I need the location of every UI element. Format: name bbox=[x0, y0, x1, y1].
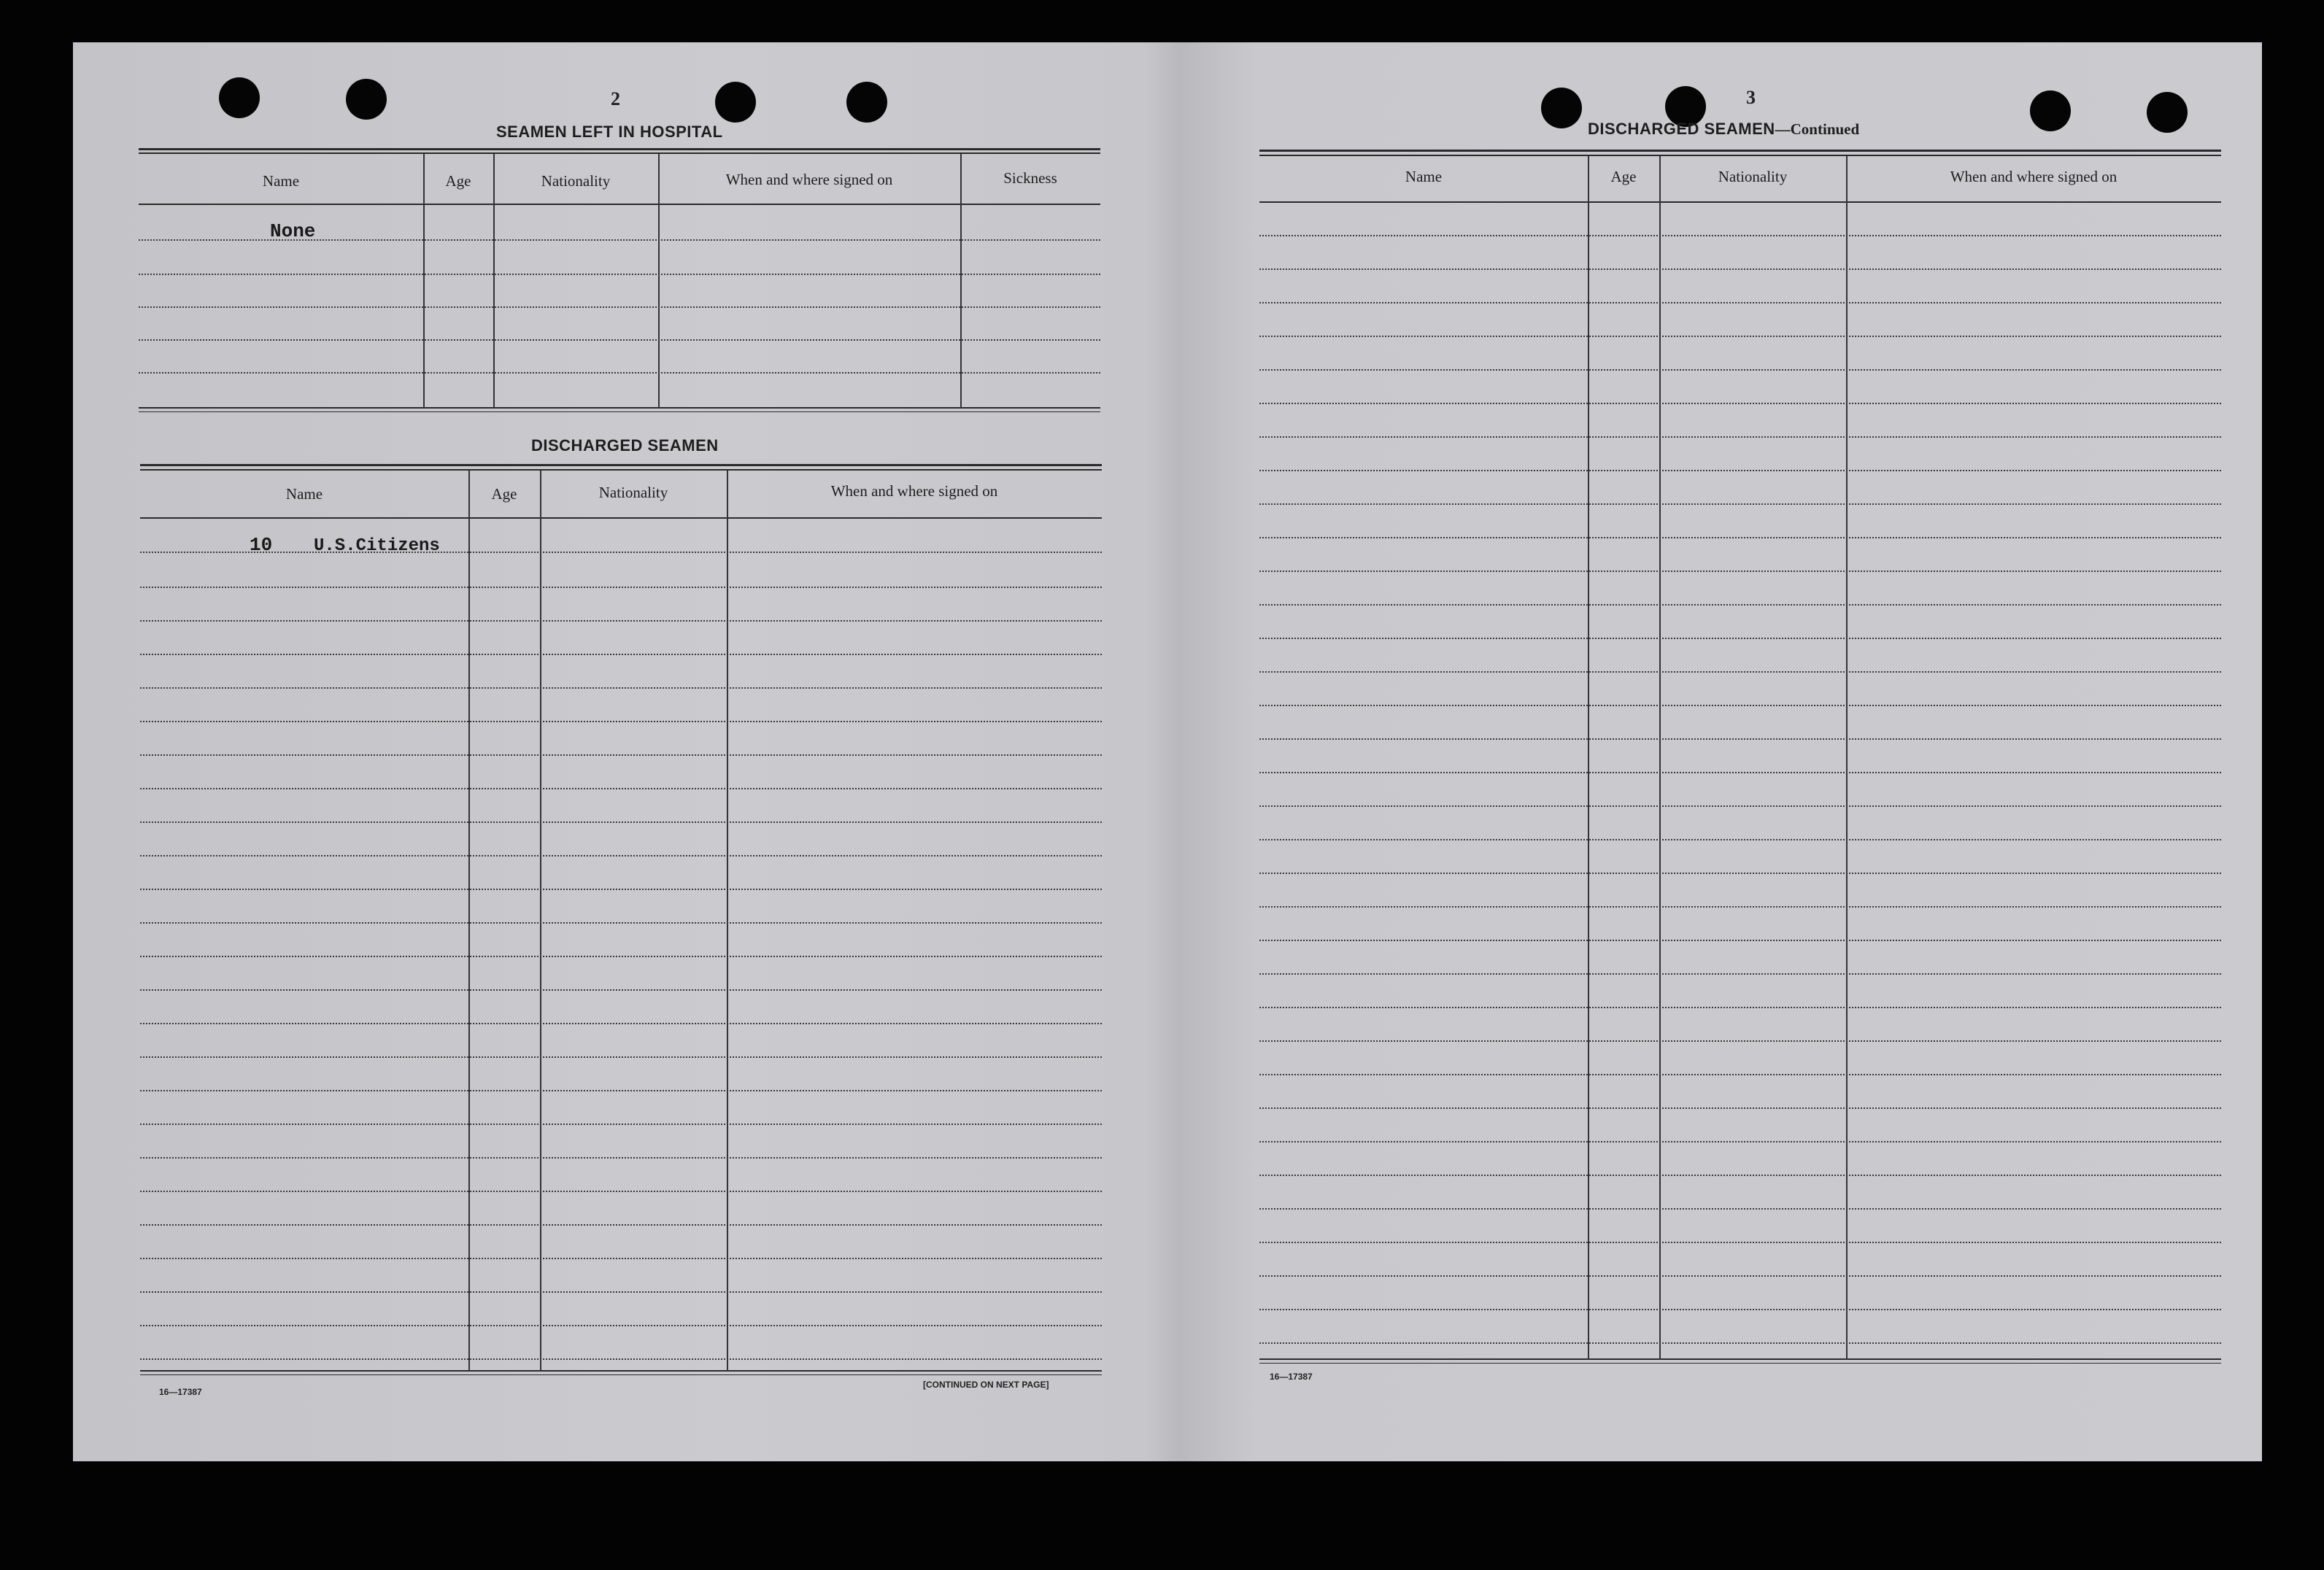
right-row-line bbox=[1259, 336, 2221, 337]
hospital-bottom-rule bbox=[139, 407, 1100, 409]
hospital-col-divider bbox=[658, 154, 660, 409]
right-top-rule bbox=[1259, 155, 2221, 156]
discharged-top-rule bbox=[140, 464, 1102, 466]
right-row-line bbox=[1259, 1309, 2221, 1310]
right-row-line bbox=[1259, 436, 2221, 438]
right-row-line bbox=[1259, 1107, 2221, 1109]
right-row-line bbox=[1259, 537, 2221, 538]
right-col-divider bbox=[1846, 156, 1848, 1360]
right-col-divider bbox=[1588, 156, 1589, 1360]
discharged-section-title: DISCHARGED SEAMEN bbox=[531, 436, 719, 455]
discharged-header-rule bbox=[140, 517, 1102, 519]
right-row-line bbox=[1259, 1141, 2221, 1142]
continued-note: [CONTINUED ON NEXT PAGE] bbox=[923, 1380, 1049, 1390]
right-row-line bbox=[1259, 940, 2221, 941]
discharged-row-line bbox=[140, 956, 1102, 957]
discharged-row-line bbox=[140, 855, 1102, 856]
right-row-line bbox=[1259, 302, 2221, 303]
right-row-line bbox=[1259, 1040, 2221, 1042]
hospital-row-line bbox=[139, 306, 1100, 308]
right-col-age: Age bbox=[1610, 168, 1637, 185]
right-row-line bbox=[1259, 1175, 2221, 1176]
discharged-row-line bbox=[140, 754, 1102, 756]
right-bottom-rule bbox=[1259, 1363, 2221, 1364]
discharged-row-line bbox=[140, 1291, 1102, 1293]
discharged-row-line bbox=[140, 1023, 1102, 1024]
discharged-col-age: Age bbox=[491, 485, 517, 503]
hospital-col-nationality: Nationality bbox=[541, 172, 611, 190]
right-row-line bbox=[1259, 470, 2221, 471]
hospital-entry: None bbox=[270, 220, 316, 242]
right-row-line bbox=[1259, 1342, 2221, 1344]
discharged-row-line bbox=[140, 1358, 1102, 1360]
punch-hole bbox=[2147, 92, 2188, 133]
hospital-row-line bbox=[139, 339, 1100, 341]
punch-hole bbox=[846, 82, 887, 123]
right-section-title bbox=[1588, 120, 1859, 139]
punch-hole bbox=[1541, 88, 1582, 128]
hospital-bottom-rule bbox=[139, 411, 1100, 412]
discharged-row-line bbox=[140, 687, 1102, 689]
right-row-line bbox=[1259, 705, 2221, 706]
hospital-col-age: Age bbox=[445, 172, 471, 190]
discharged-row-line bbox=[140, 721, 1102, 722]
discharged-row-line bbox=[140, 1157, 1102, 1159]
discharged-col-name: Name bbox=[285, 485, 323, 503]
right-row-line bbox=[1259, 268, 2221, 270]
hospital-col-when-where: When and where signed on bbox=[725, 171, 893, 188]
discharged-row-line bbox=[140, 989, 1102, 991]
form-number-right: 16—17387 bbox=[1270, 1372, 1313, 1382]
hospital-top-rule bbox=[139, 148, 1100, 150]
discharged-row-line bbox=[140, 922, 1102, 924]
right-top-rule bbox=[1259, 150, 2221, 152]
discharged-bottom-rule bbox=[140, 1374, 1102, 1375]
right-row-line bbox=[1259, 1074, 2221, 1075]
discharged-entry-text: U.S.Citizens bbox=[314, 536, 440, 556]
right-row-line bbox=[1259, 403, 2221, 404]
discharged-row-line bbox=[140, 889, 1102, 890]
discharged-row-line bbox=[140, 654, 1102, 655]
hospital-col-name: Name bbox=[262, 172, 300, 190]
document-spread bbox=[73, 42, 2262, 1461]
hospital-row-line bbox=[139, 372, 1100, 374]
discharged-row-line bbox=[140, 1090, 1102, 1091]
punch-hole bbox=[715, 82, 756, 123]
right-row-line bbox=[1259, 571, 2221, 572]
right-row-line bbox=[1259, 671, 2221, 673]
discharged-bottom-rule bbox=[140, 1370, 1102, 1372]
right-row-line bbox=[1259, 235, 2221, 236]
discharged-row-line bbox=[140, 1224, 1102, 1226]
right-row-line bbox=[1259, 906, 2221, 908]
discharged-row-line bbox=[140, 821, 1102, 823]
discharged-top-rule bbox=[140, 469, 1102, 471]
right-col-divider bbox=[1659, 156, 1661, 1360]
right-row-line bbox=[1259, 738, 2221, 740]
right-row-line bbox=[1259, 1208, 2221, 1210]
right-row-line bbox=[1259, 839, 2221, 840]
hospital-col-sickness: Sickness bbox=[1003, 169, 1057, 187]
discharged-col-divider bbox=[468, 471, 470, 1372]
right-row-line bbox=[1259, 1007, 2221, 1008]
right-row-line bbox=[1259, 1242, 2221, 1243]
right-col-name: Name bbox=[1405, 168, 1443, 185]
hospital-col-divider bbox=[493, 154, 495, 409]
hospital-row-line bbox=[139, 274, 1100, 275]
discharged-col-divider bbox=[540, 471, 541, 1372]
discharged-row-line bbox=[140, 620, 1102, 622]
right-title-continued: —Continued bbox=[1775, 120, 1860, 138]
discharged-row-line bbox=[140, 1325, 1102, 1326]
right-bottom-rule bbox=[1259, 1358, 2221, 1360]
discharged-row-line bbox=[140, 1056, 1102, 1058]
punch-hole bbox=[346, 79, 387, 120]
discharged-col-when-where: When and where signed on bbox=[830, 482, 998, 500]
right-row-line bbox=[1259, 369, 2221, 371]
page-number-left: 2 bbox=[611, 88, 620, 109]
page-number-right: 3 bbox=[1746, 87, 1756, 108]
discharged-row-line bbox=[140, 788, 1102, 789]
right-row-line bbox=[1259, 873, 2221, 874]
right-row-line bbox=[1259, 805, 2221, 807]
hospital-col-divider bbox=[423, 154, 425, 409]
punch-hole bbox=[219, 77, 260, 118]
right-col-nationality: Nationality bbox=[1718, 168, 1788, 185]
hospital-header-rule bbox=[139, 204, 1100, 205]
hospital-top-rule bbox=[139, 152, 1100, 154]
discharged-row-line bbox=[140, 1191, 1102, 1192]
discharged-row-line bbox=[140, 552, 1102, 553]
right-col-when-where: When and where signed on bbox=[1950, 168, 2118, 185]
discharged-row-line bbox=[140, 1124, 1102, 1125]
right-row-line bbox=[1259, 973, 2221, 975]
right-row-line bbox=[1259, 772, 2221, 773]
punch-hole bbox=[2030, 90, 2071, 131]
form-number-left: 16—17387 bbox=[159, 1387, 202, 1397]
hospital-col-divider bbox=[960, 154, 962, 409]
discharged-row-line bbox=[140, 587, 1102, 588]
discharged-row-line bbox=[140, 1258, 1102, 1259]
right-header-rule bbox=[1259, 201, 2221, 203]
right-row-line bbox=[1259, 503, 2221, 505]
discharged-col-nationality: Nationality bbox=[598, 484, 668, 501]
right-row-line bbox=[1259, 638, 2221, 639]
right-title-main: DISCHARGED SEAMEN bbox=[1588, 120, 1775, 138]
right-row-line bbox=[1259, 1275, 2221, 1277]
discharged-entry-count: 10 bbox=[250, 534, 273, 556]
right-row-line bbox=[1259, 604, 2221, 606]
hospital-section-title: SEAMEN LEFT IN HOSPITAL bbox=[496, 123, 723, 141]
discharged-col-divider bbox=[727, 471, 728, 1372]
